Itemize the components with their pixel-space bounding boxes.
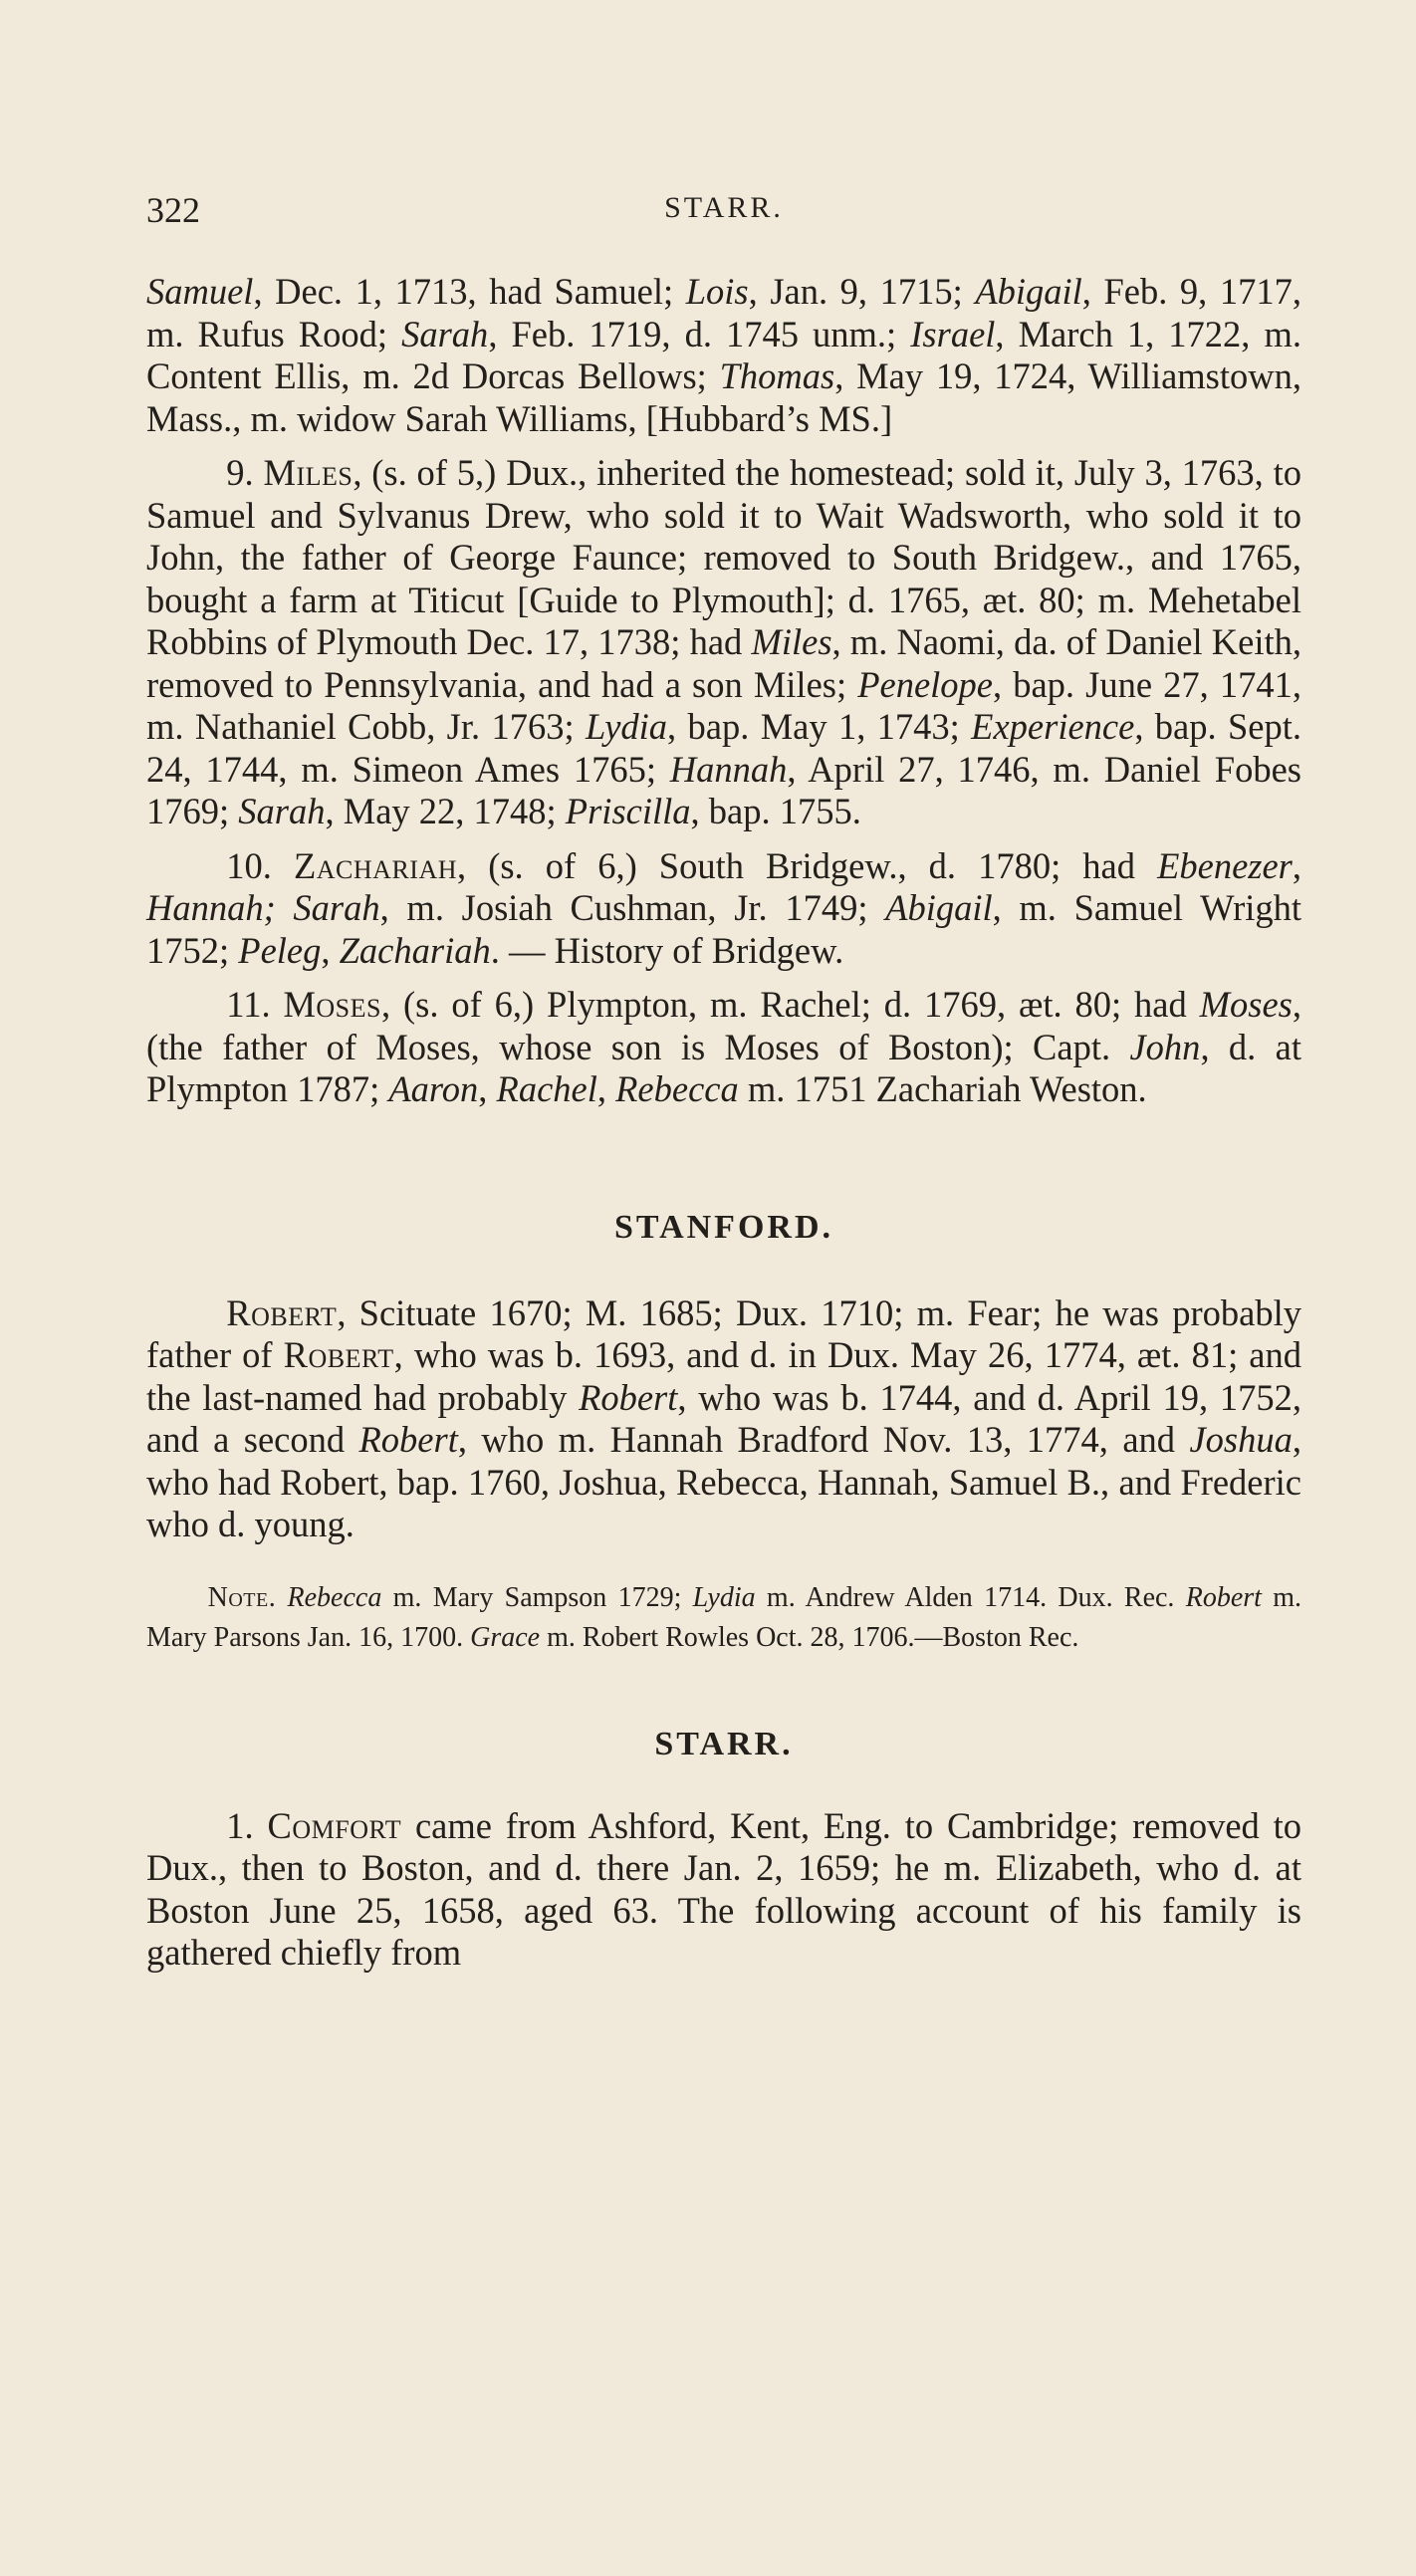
running-title: STARR. [664,191,784,224]
text-miles-8: , bap. 1755. [690,791,861,831]
name-aaron: Aaron [388,1068,479,1109]
name-ebenezer: Ebenezer [1157,844,1293,886]
text-stanford-3: , who was b. 1744, and d. April 19, 1752, and a second [146,1376,1302,1460]
name-sarah: Sarah [401,313,489,354]
head-name-zachariah: Zachariah [293,844,458,886]
entry-number-10: 10. [226,844,294,886]
section-title-stanford: STANFORD. [614,1208,833,1246]
text-samuel-1: , Dec. 1, 1713, had Samuel; [253,271,686,312]
name-priscilla: Priscilla [565,791,691,831]
note-label: Note. [207,1581,277,1613]
text-miles-7: , May 22, 1748; [325,791,566,831]
note-name-rebecca: Rebecca [287,1581,382,1613]
text-moses-5: , [596,1068,616,1109]
name-abigail: Abigail [885,887,993,928]
name-lydia: Lydia [585,706,668,747]
name-lois: Lois [685,271,749,312]
page-body [146,271,1301,1975]
text-zachariah-4: , m. Samuel Wright 1752; [146,887,1302,971]
name-john: John [1129,1026,1201,1067]
entry-number-9: 9. [226,452,264,493]
note-name-grace: Grace [470,1621,541,1653]
entry-number-1: 1. [226,1804,268,1846]
text-moses-4: , [478,1068,497,1109]
paragraph-miles [146,452,1301,833]
name-robert: Robert [579,1376,678,1418]
text-miles-2: , m. Naomi, da. of Daniel Keith, removed to Pennsylvania, and had a son Miles; [146,621,1301,705]
text-zachariah-5: , [321,929,340,971]
paragraph-moses [146,984,1301,1111]
text-moses-1: , (s. of 6,) Plympton, m. Rachel; d. 1769, æt. 80; had [381,984,1200,1025]
note-text-3: m. Mary Parsons Jan. 16, 1700. [146,1581,1302,1653]
name-hannah: Hannah [669,748,788,790]
page-number: 322 [146,190,200,230]
note-name-lydia: Lydia [692,1581,756,1613]
name-penelope: Penelope [857,663,994,705]
head-name-miles: Miles [263,452,354,493]
name-robert-second: Robert [358,1419,458,1460]
name-thomas: Thomas [719,355,835,396]
paragraph-zachariah [146,845,1301,973]
text-samuel-4: , Feb. 1719, d. 1745 unm.; [488,313,911,354]
note-text-1: m. Mary Sampson 1729; [381,1581,693,1613]
text-comfort-1: came from Ashford, Kent, Eng. to Cambridge; removed to Dux., then to Boston, and d. there Jan. 2, 1659; he m. Elizabeth, who d. at Boston June 25, 1658, aged 63. The following account of his family is gathered chiefly from [146,1804,1301,1973]
text-miles-6: , April 27, 1746, m. Daniel Fobes 1769; [146,748,1301,831]
text-zachariah-6: . — History of Bridgew. [490,929,844,971]
text-moses-3: , d. at Plympton 1787; [146,1026,1301,1109]
name-sarah: Sarah [238,791,326,831]
text-moses-2: , (the father of Moses, whose son is Moses of Boston); Capt. [146,984,1301,1067]
text-stanford-1: , Scituate 1670; M. 1685; Dux. 1710; m. Fear; he was probably father of [146,1291,1301,1375]
head-name-moses: Moses [283,984,381,1025]
text-miles-5: , bap. Sept. 24, 1744, m. Simeon Ames 1765; [146,706,1301,790]
text-moses-6: m. 1751 Zachariah Weston. [738,1068,1147,1109]
text-zachariah-1: , (s. of 6,) South Bridgew., d. 1780; had [457,844,1158,886]
note-text-2: m. Andrew Alden 1714. Dux. Rec. [755,1581,1186,1613]
name-hannah-sarah: Hannah; Sarah [146,887,380,928]
paragraph-comfort [146,1805,1301,1975]
head-name-comfort: Comfort [267,1804,402,1846]
name-israel: Israel [910,313,996,354]
name-rebecca: Rebecca [615,1068,739,1109]
text-zachariah-2: , [1292,844,1302,886]
name-rachel: Rachel [496,1068,597,1109]
name-experience: Experience [971,706,1135,747]
note-space [276,1582,287,1613]
head-name-robert: Robert [226,1291,338,1333]
paragraph-stanford [146,1292,1301,1546]
page-header [146,189,1301,233]
name-moses: Moses [1199,984,1293,1025]
text-zachariah-3: , m. Josiah Cushman, Jr. 1749; [379,887,886,928]
text-miles-1: , (s. of 5,) Dux., inherited the homestead; sold it, July 3, 1763, to Samuel and Sylvanus Drew, who sold it to Wait Wadsworth, who sold it to John, the father of George Faunce; removed to South Bridgew., and 1765, bought a farm at Titicut [Guide to Plymouth]; d. 1765, æt. 80; m. Mehetabel Robbins of Plymouth Dec. 17, 1738; had [146,452,1301,662]
note-text-4: m. Robert Rowles Oct. 28, 1706.—Boston Rec. [540,1621,1079,1653]
name-abigail: Abigail [975,271,1082,312]
text-samuel-2: , Jan. 9, 1715; [748,271,976,312]
text-samuel-6: , May 19, 1724, Williamstown, Mass., m. widow Sarah Williams, [Hubbard’s MS.] [146,355,1302,439]
paragraph-samuel-continuation [146,271,1301,440]
text-stanford-2: , who was b. 1693, and d. in Dux. May 26, 1774, æt. 81; and the last-named had probably [146,1334,1301,1418]
name-joshua: Joshua [1189,1419,1293,1460]
name-zachariah: Zachariah [339,929,491,971]
text-stanford-4: , who m. Hannah Bradford Nov. 13, 1774, and [457,1419,1190,1460]
text-miles-3: , bap. June 27, 1741, m. Nathaniel Cobb, Jr. 1763; [146,663,1302,747]
note-paragraph [146,1578,1301,1658]
section-title-starr: STARR. [654,1725,794,1762]
text-samuel-5: , March 1, 1722, m. Content Ellis, m. 2d Dorcas Bellows; [146,313,1301,396]
entry-number-11: 11. [226,984,284,1025]
name-peleg: Peleg [238,929,322,971]
name-robert-sc: Robert [283,1334,394,1375]
note-name-robert: Robert [1185,1581,1262,1613]
text-miles-4: , bap. May 1, 1743; [667,706,972,747]
name-miles: Miles [751,621,832,662]
text-samuel-3: , Feb. 9, 1717, m. Rufus Rood; [146,271,1302,354]
text-stanford-5: , who had Robert, bap. 1760, Joshua, Rebecca, Hannah, Samuel B., and Frederic who d. young. [146,1419,1301,1544]
name-samuel: Samuel [146,271,254,312]
